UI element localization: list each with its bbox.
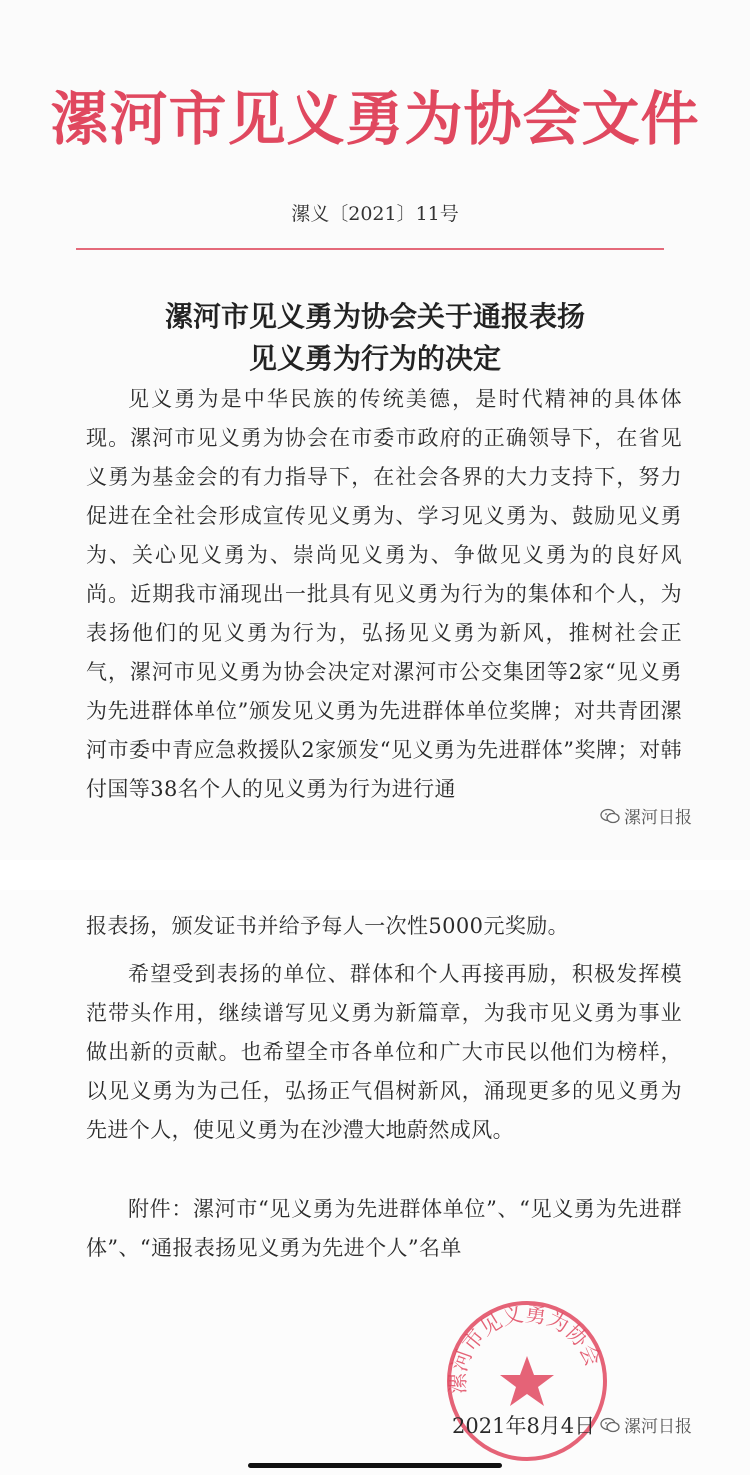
decision-title-line1: 漯河市见义勇为协会关于通报表扬 <box>164 300 585 333</box>
decision-title-line2: 见义勇为行为的决定 <box>248 342 501 375</box>
attachment-note <box>86 1190 682 1268</box>
body-paragraph-2: 希望受到表扬的单位、群体和个人再接再励，积极发挥模范带头作用，继续谱写见义勇为新篇章，为我市见义勇为事业做出新的贡献。也希望全市各单位和广大市民以他们为榜样，以见义勇为为己任，弘扬正气倡树新风，涌现更多的见义勇为先进个人，使见义勇为在沙澧大地蔚然成风。 <box>86 962 682 1142</box>
attachment-text: 附件：漯河市“见义勇为先进群体单位”、“见义勇为先进群体”、“通报表扬见义勇为先进个人”名单 <box>86 1197 682 1260</box>
body-paragraph-1-continued <box>86 907 682 1150</box>
paragraph-text: 报表扬，颁发证书并给予每人一次性5000元奖励。 <box>86 914 570 938</box>
watermark-label: 漯河日报 <box>624 808 692 828</box>
header-divider <box>76 248 664 250</box>
signature-date: 2021年8月4日 <box>452 1414 596 1438</box>
watermark <box>600 1412 692 1437</box>
document-number: 漯义〔2021〕11号 <box>291 203 459 225</box>
body-paragraph-1 <box>86 380 682 809</box>
official-seal-stamp <box>442 1296 612 1466</box>
wechat-icon <box>600 808 620 824</box>
page-gap <box>0 860 750 890</box>
paragraph-text: 见义勇为是中华民族的传统美德，是时代精神的具体体现。漯河市见义勇为协会在市委市政府的正确领导下，在省见义勇为基金会的有力指导下，在社会各界的大力支持下，努力促进在全社会形成宣传见义勇为、学习见义勇为、鼓励见义勇为、关心见义勇为、崇尚见义勇为、争做见义勇为的良好风尚。近期我市涌现出一批具有见义勇为行为的集体和个人，为表扬他们的见义勇为行为，弘扬见义勇为新风，推树社会正气，漯河市见义勇为协会决定对漯河市公交集团等2家“见义勇为先进群体单位”颁发见义勇为先进群体单位奖牌；对共青团漯河市委中青应急救援队2家颁发“见义勇为先进群体”奖牌；对韩付国等38名个人的见义勇为行为进行通 <box>86 387 682 801</box>
home-indicator[interactable] <box>248 1463 502 1468</box>
watermark <box>600 803 692 828</box>
watermark-label: 漯河日报 <box>624 1417 692 1437</box>
svg-text:漯河市见义勇为协会: 漯河市见义勇为协会 <box>445 1301 606 1395</box>
document-header-title: 漯河市见义勇为协会文件 <box>50 85 700 153</box>
decision-title <box>0 296 750 380</box>
wechat-icon <box>600 1417 620 1433</box>
